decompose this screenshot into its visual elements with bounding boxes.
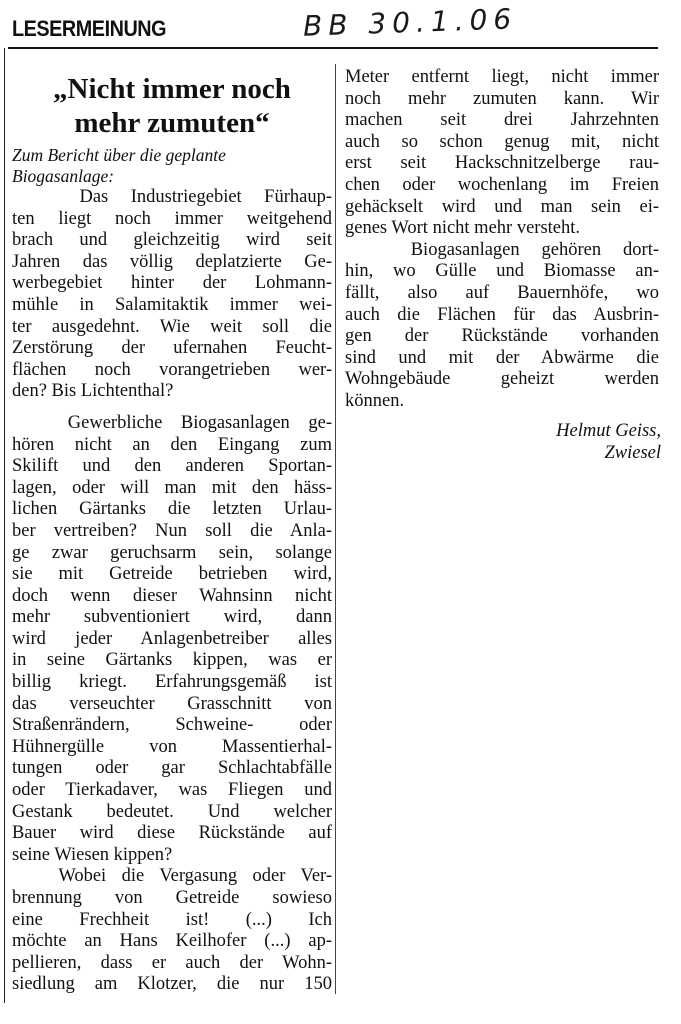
text-line: Meter entfernt liegt, nicht immer bbox=[345, 67, 659, 87]
section-label: LESERMEINUNG bbox=[12, 16, 167, 41]
text-line: Biogasanlagen gehören dort- bbox=[345, 239, 659, 260]
column-divider bbox=[335, 64, 336, 994]
text-line: Gestank bedeutet. Und welcher bbox=[12, 801, 332, 822]
text-line: lichen Gärtanks die letzten Urlau- bbox=[12, 499, 332, 520]
text-line: oder Tierkadaver, was Fliegen und bbox=[12, 780, 332, 801]
text-line: ter ausgedehnt. Wie weit soll die bbox=[12, 316, 332, 337]
text-line: tungen oder gar Schlachtabfälle bbox=[12, 758, 332, 779]
text-line: siedlung am Klotzer, die nur 150 bbox=[12, 974, 332, 995]
text-line: auch so schon genug mit, nicht bbox=[345, 131, 659, 152]
intro-line-2: Biogasanlage: bbox=[12, 166, 115, 186]
text-line: das verseuchter Grasschnitt von bbox=[12, 693, 332, 714]
text-line: können. bbox=[345, 390, 405, 411]
author-name: Helmut Geiss, bbox=[556, 421, 661, 441]
text-line: hören nicht an den Eingang zum bbox=[12, 434, 332, 455]
text-line: doch wenn dieser Wahnsinn nicht bbox=[12, 585, 332, 606]
text-line: pellieren, dass er auch der Wohn- bbox=[12, 952, 332, 973]
text-line: Jahren das völlig deplatzierte Ge- bbox=[12, 251, 332, 272]
text-line: den? Bis Lichtenthal? bbox=[12, 381, 174, 402]
text-line: Hühnergülle von Massentierhal- bbox=[12, 736, 332, 757]
text-line: Bauer wird diese Rückstände auf bbox=[12, 823, 332, 844]
article-column-left bbox=[12, 187, 332, 996]
headline-line-1: „Nicht immer noch bbox=[53, 73, 291, 105]
text-line: Zerstörung der ufernahen Feucht- bbox=[12, 338, 332, 359]
left-border bbox=[4, 48, 5, 1003]
article-column-right bbox=[345, 67, 659, 413]
headline bbox=[14, 72, 330, 140]
top-rule bbox=[8, 47, 658, 49]
text-line: hin, wo Gülle und Biomasse an- bbox=[345, 261, 659, 282]
intro-line-1: Zum Bericht über die geplante bbox=[12, 145, 226, 165]
text-line: Wobei die Vergasung oder Ver- bbox=[12, 866, 332, 887]
text-line: ber vertreiben? Nun soll die Anla- bbox=[12, 520, 332, 541]
text-line: eine Frechheit ist! (...) Ich bbox=[12, 909, 332, 930]
text-line: sind und mit der Abwärme die bbox=[345, 347, 659, 368]
text-line: werbegebiet hinter der Lohmann- bbox=[12, 273, 332, 294]
signature bbox=[345, 420, 661, 464]
text-line: seine Wiesen kippen? bbox=[12, 844, 173, 865]
handwritten-date-note: BB 30.1.06 bbox=[302, 2, 518, 43]
paragraph-gap bbox=[12, 403, 332, 413]
text-line: erst seit Hackschnitzelberge rau- bbox=[345, 153, 659, 174]
text-line: Wohngebäude geheizt werden bbox=[345, 369, 659, 390]
author-place: Zwiesel bbox=[604, 443, 661, 463]
text-line: fällt, also auf Bauernhöfe, wo bbox=[345, 282, 659, 303]
text-line: Gewerbliche Biogasanlagen ge- bbox=[12, 412, 332, 433]
text-line: mehr subventioniert wird, dann bbox=[12, 607, 332, 628]
text-line: chen oder wochenlang im Freien bbox=[345, 174, 659, 195]
text-line: sie mit Getreide betrieben wird, bbox=[12, 564, 332, 585]
text-line: lagen, oder will man mit den häss- bbox=[12, 477, 332, 498]
text-line: genes Wort nicht mehr versteht. bbox=[345, 218, 581, 239]
headline-line-2: mehr zumuten“ bbox=[74, 107, 270, 139]
text-line: ge zwar geruchsarm sein, solange bbox=[12, 542, 332, 563]
text-line: Straßenrändern, Schweine- oder bbox=[12, 715, 332, 736]
text-line: mühle in Salamitaktik immer wei- bbox=[12, 294, 332, 315]
text-line: machen seit drei Jahrzehnten bbox=[345, 110, 659, 131]
text-line: Das Industriegebiet Fürhaup- bbox=[12, 187, 332, 207]
text-line: billig kriegt. Erfahrungsgemäß ist bbox=[12, 672, 332, 693]
text-line: brennung von Getreide sowieso bbox=[12, 888, 332, 908]
text-line: brach und gleichzeitig wird seit bbox=[12, 230, 332, 251]
text-line: auch die Flächen für das Ausbrin- bbox=[345, 304, 659, 325]
text-line: noch mehr zumuten kann. Wir bbox=[345, 88, 659, 109]
text-line: wird jeder Anlagenbetreiber alles bbox=[12, 628, 332, 649]
article-intro bbox=[12, 145, 332, 187]
text-line: Skilift und den anderen Sportan- bbox=[12, 456, 332, 477]
text-line: möchte an Hans Keilhofer (...) ap- bbox=[12, 931, 332, 952]
text-line: in seine Gärtanks kippen, was er bbox=[12, 650, 332, 671]
text-line: gehäckselt wird und man sein ei- bbox=[345, 196, 659, 217]
text-line: ten liegt noch immer weitgehend bbox=[12, 208, 332, 229]
text-line: flächen noch vorangetrieben wer- bbox=[12, 359, 332, 380]
text-line: gen der Rückstände vorhanden bbox=[345, 326, 659, 347]
